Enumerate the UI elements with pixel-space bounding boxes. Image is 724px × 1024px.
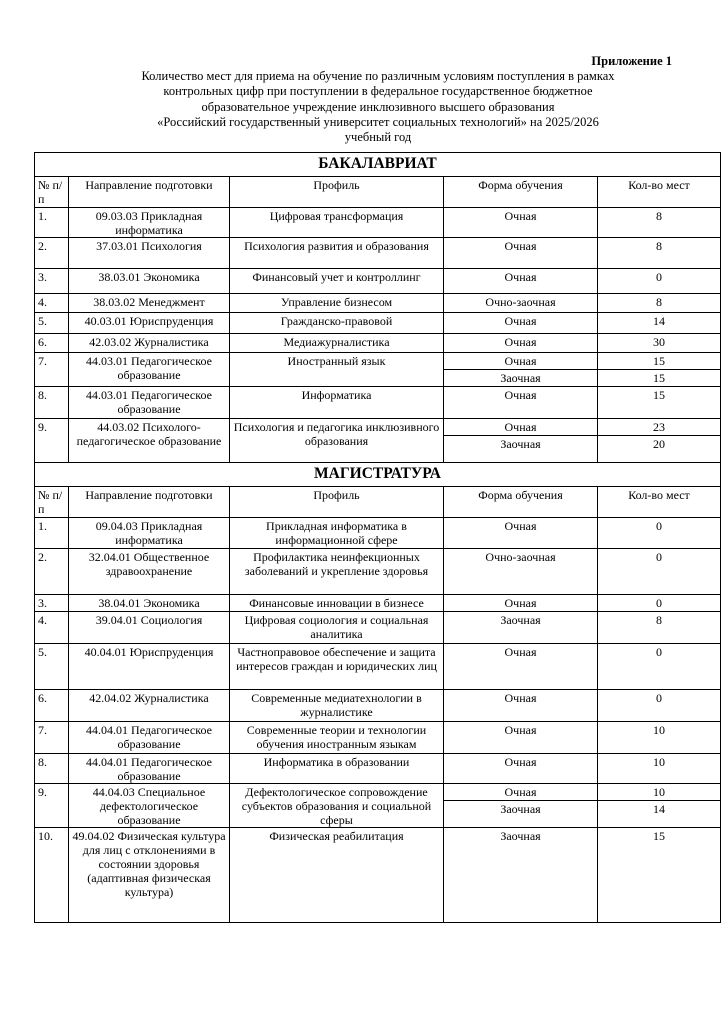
direction-cell: 44.04.01 Педагогическое образование	[69, 722, 230, 754]
form-of-study: Заочная	[444, 370, 597, 387]
row-number: 7.	[35, 722, 69, 754]
header-count: Кол-во мест	[598, 177, 721, 208]
row-number: 5.	[35, 644, 69, 690]
places-count: 8	[598, 612, 721, 644]
table-row	[35, 754, 721, 784]
row-number: 10.	[35, 828, 69, 923]
table-row	[35, 353, 721, 387]
row-number: 1.	[35, 518, 69, 549]
header-profile: Профиль	[230, 487, 444, 518]
places-count: 15	[598, 370, 720, 387]
places-count: 23	[653, 420, 665, 434]
places-count-cell	[598, 419, 721, 463]
direction-cell: 39.04.01 Социология	[69, 612, 230, 644]
direction-cell: 49.04.02 Физическая культура для лиц с отклонениями в состоянии здоровья (адаптивная физическая культура)	[69, 828, 230, 923]
table-row	[35, 828, 721, 923]
profile-cell: Финансовые инновации в бизнесе	[230, 595, 444, 612]
form-of-study-cell	[444, 353, 598, 387]
form-of-study: Очная	[444, 238, 598, 269]
profile-cell: Частноправовое обеспечение и защита интересов граждан и юридических лиц	[230, 644, 444, 690]
row-number: 1.	[35, 208, 69, 238]
form-of-study: Очная	[504, 354, 537, 368]
table-row	[35, 419, 721, 463]
direction-cell: 37.03.01 Психология	[69, 238, 230, 269]
direction-cell: 38.04.01 Экономика	[69, 595, 230, 612]
row-number: 5.	[35, 313, 69, 334]
form-of-study: Заочная	[444, 801, 597, 818]
places-count: 20	[598, 436, 720, 453]
form-of-study: Очная	[444, 690, 598, 722]
profile-cell: Дефектологическое сопровождение субъектов образования и социальной сферы	[230, 784, 444, 828]
section-title-row	[35, 153, 721, 177]
direction-cell: 42.03.02 Журналистика	[69, 334, 230, 353]
profile-cell: Прикладная информатика в информационной сфере	[230, 518, 444, 549]
heading-line: «Российский государственный университет социальных технологий» на 2025/2026	[157, 114, 599, 129]
header-direction: Направление подготовки	[69, 177, 230, 208]
row-number: 8.	[35, 754, 69, 784]
places-count: 14	[598, 313, 721, 334]
direction-cell: 44.03.01 Педагогическое образование	[69, 353, 230, 387]
direction-cell: 38.03.01 Экономика	[69, 269, 230, 294]
header-profile: Профиль	[230, 177, 444, 208]
places-count: 0	[598, 595, 721, 612]
appendix-label: Приложение 1	[591, 54, 672, 68]
profile-cell: Профилактика неинфекционных заболеваний и укрепление здоровья	[230, 549, 444, 595]
places-count: 10	[653, 785, 665, 799]
admission-quota-table	[34, 152, 721, 923]
places-count: 0	[598, 644, 721, 690]
form-of-study: Очно-заочная	[444, 294, 598, 313]
row-number: 4.	[35, 612, 69, 644]
row-number: 8.	[35, 387, 69, 419]
profile-cell: Финансовый учет и контроллинг	[230, 269, 444, 294]
heading-line: образовательное учреждение инклюзивного высшего образования	[201, 99, 555, 114]
form-of-study-list	[444, 784, 597, 817]
table-row	[35, 549, 721, 595]
form-of-study: Очная	[444, 644, 598, 690]
profile-cell: Физическая реабилитация	[230, 828, 444, 923]
direction-cell: 44.03.01 Педагогическое образование	[69, 387, 230, 419]
places-count-list	[598, 419, 720, 452]
form-of-study: Очная	[444, 387, 598, 419]
places-count: 15	[653, 354, 665, 368]
table-row	[35, 644, 721, 690]
form-of-study-cell	[444, 784, 598, 828]
table-row	[35, 784, 721, 828]
form-of-study: Очная	[444, 313, 598, 334]
row-number: 9.	[35, 419, 69, 463]
profile-cell: Психология развития и образования	[230, 238, 444, 269]
column-header-row	[35, 177, 721, 208]
row-number: 2.	[35, 238, 69, 269]
places-count: 14	[598, 801, 720, 818]
places-count: 0	[598, 690, 721, 722]
direction-cell: 09.04.03 Прикладная информатика	[69, 518, 230, 549]
places-count: 0	[598, 549, 721, 595]
direction-cell: 44.04.03 Специальное дефектологическое образование	[69, 784, 230, 828]
form-of-study: Очная	[444, 334, 598, 353]
table-row	[35, 269, 721, 294]
form-of-study: Очная	[504, 420, 537, 434]
profile-cell: Цифровая трансформация	[230, 208, 444, 238]
places-count: 8	[598, 208, 721, 238]
table-row	[35, 690, 721, 722]
places-count: 8	[598, 294, 721, 313]
form-of-study: Очная	[444, 722, 598, 754]
section-title: МАГИСТРАТУРА	[35, 463, 721, 487]
form-of-study: Заочная	[444, 612, 598, 644]
form-of-study-list	[444, 419, 597, 452]
row-number: 4.	[35, 294, 69, 313]
profile-cell: Гражданско-правовой	[230, 313, 444, 334]
table-row	[35, 334, 721, 353]
row-number: 6.	[35, 690, 69, 722]
header-number: № п/п	[35, 177, 69, 208]
row-number: 2.	[35, 549, 69, 595]
row-number: 7.	[35, 353, 69, 387]
form-of-study: Очная	[444, 208, 598, 238]
row-number: 6.	[35, 334, 69, 353]
form-of-study: Очная	[444, 518, 598, 549]
row-number: 9.	[35, 784, 69, 828]
heading-line: контрольных цифр при поступлении в федеральное государственное бюджетное	[163, 84, 593, 99]
form-of-study-list	[444, 353, 597, 386]
places-count: 8	[598, 238, 721, 269]
profile-cell: Современные медиатехнологии в журналистике	[230, 690, 444, 722]
places-count-cell	[598, 353, 721, 387]
direction-cell: 44.03.02 Психолого-педагогическое образование	[69, 419, 230, 463]
profile-cell: Информатика в образовании	[230, 754, 444, 784]
header-number: № п/п	[35, 487, 69, 518]
form-of-study: Очная	[504, 785, 537, 799]
form-of-study: Заочная	[444, 828, 598, 923]
table-row	[35, 387, 721, 419]
table-row	[35, 294, 721, 313]
places-count: 0	[598, 518, 721, 549]
table-row	[35, 518, 721, 549]
header-count: Кол-во мест	[598, 487, 721, 518]
profile-cell: Современные теории и технологии обучения иностранным языкам	[230, 722, 444, 754]
direction-cell: 38.03.02 Менеджмент	[69, 294, 230, 313]
section-title-row	[35, 463, 721, 487]
direction-cell: 40.03.01 Юриспруденция	[69, 313, 230, 334]
form-of-study: Очная	[444, 595, 598, 612]
profile-cell: Медиажурналистика	[230, 334, 444, 353]
form-of-study-cell	[444, 419, 598, 463]
section-title: БАКАЛАВРИАТ	[35, 153, 721, 177]
form-of-study: Очно-заочная	[444, 549, 598, 595]
places-count-list	[598, 353, 720, 386]
direction-cell: 32.04.01 Общественное здравоохранение	[69, 549, 230, 595]
heading-line: Количество мест для приема на обучение по различным условиям поступления в рамках	[141, 69, 615, 83]
direction-cell: 42.04.02 Журналистика	[69, 690, 230, 722]
form-of-study: Заочная	[444, 436, 597, 453]
heading-line: учебный год	[344, 130, 412, 145]
table-row	[35, 208, 721, 238]
direction-cell: 40.04.01 Юриспруденция	[69, 644, 230, 690]
places-count: 10	[598, 722, 721, 754]
profile-cell: Иностранный язык	[230, 353, 444, 387]
places-count: 15	[598, 828, 721, 923]
direction-cell: 44.04.01 Педагогическое образование	[69, 754, 230, 784]
header-form: Форма обучения	[444, 487, 598, 518]
header-direction: Направление подготовки	[69, 487, 230, 518]
document-heading	[36, 69, 720, 145]
direction-cell: 09.03.03 Прикладная информатика	[69, 208, 230, 238]
form-of-study: Очная	[444, 269, 598, 294]
table-row	[35, 722, 721, 754]
profile-cell: Управление бизнесом	[230, 294, 444, 313]
places-count: 0	[598, 269, 721, 294]
table-row	[35, 612, 721, 644]
form-of-study: Очная	[444, 754, 598, 784]
places-count-cell	[598, 784, 721, 828]
column-header-row	[35, 487, 721, 518]
row-number: 3.	[35, 269, 69, 294]
table-row	[35, 595, 721, 612]
profile-cell: Информатика	[230, 387, 444, 419]
places-count-list	[598, 784, 720, 817]
table-row	[35, 313, 721, 334]
places-count: 15	[598, 387, 721, 419]
profile-cell: Цифровая социология и социальная аналитика	[230, 612, 444, 644]
places-count: 30	[598, 334, 721, 353]
table-row	[35, 238, 721, 269]
row-number: 3.	[35, 595, 69, 612]
places-count: 10	[598, 754, 721, 784]
header-form: Форма обучения	[444, 177, 598, 208]
profile-cell: Психология и педагогика инклюзивного образования	[230, 419, 444, 463]
